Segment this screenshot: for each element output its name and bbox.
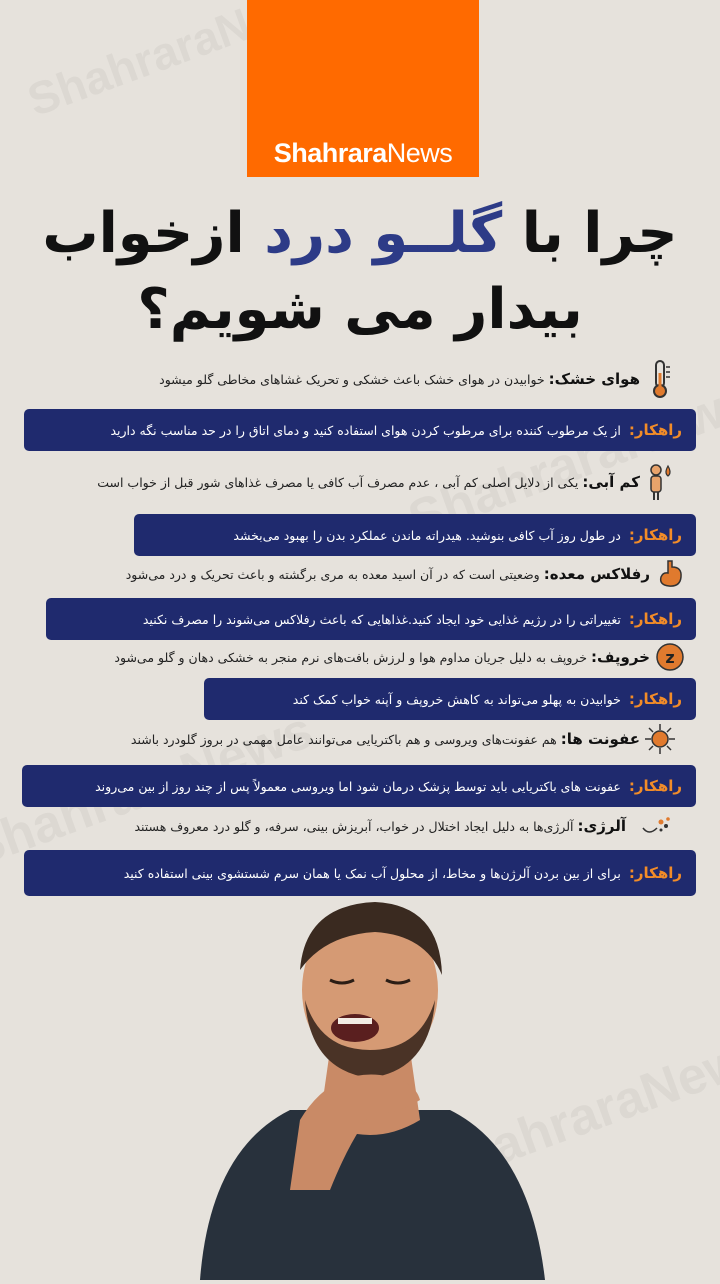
cause-row: [0, 465, 720, 499]
solution-text: برای از بین بردن آلرژن‌ها و مخاط، از محلول آب نمک یا همان سرم شستشوی بینی استفاده کنید: [123, 865, 621, 881]
solution-label: راهکار:: [628, 864, 682, 882]
cause-label: آلرژی:: [577, 817, 626, 835]
solution-label: راهکار:: [628, 421, 682, 439]
brand-logo: ShahraraNews: [247, 0, 479, 177]
cause-text: خروپف به دلیل جریان مداوم هوا و لرزش بافت‌های نرم منجر به خشکی دهان و گلو می‌شود: [114, 649, 588, 665]
cause-label: هوای خشک:: [548, 370, 640, 388]
svg-text:z: z: [665, 648, 675, 667]
solution-box: [24, 409, 696, 451]
solution-box: [22, 765, 696, 807]
cause-label: عفونت ها:: [560, 730, 640, 748]
cause-label: رفلاکس معده:: [543, 565, 650, 583]
virus-icon: [640, 719, 680, 759]
cause-row: [0, 640, 720, 674]
solution-text: تغییراتی را در رژیم غذایی خود ایجاد کنید.غذاهایی که باعث رفلاکس می‌شوند را مصرف نکنید: [142, 611, 621, 627]
solution-label: راهکار:: [628, 690, 682, 708]
cause-label: کم آبی:: [582, 473, 640, 491]
allergy-icon: [636, 806, 676, 846]
cause-row: [0, 557, 720, 591]
snore-icon: [650, 637, 690, 677]
cause-text: خوابیدن در هوای خشک باعث خشکی و تحریک غشاهای مخاطی گلو میشود: [159, 371, 545, 387]
solution-box: [46, 598, 696, 640]
solution-label: راهکار:: [628, 610, 682, 628]
dehydration-icon: [640, 462, 680, 502]
solution-text: خوابیدن به پهلو می‌تواند به کاهش خروپف و آپنه خواب کمک کند: [292, 691, 621, 707]
page-title-line2: بیدار می شویم؟: [137, 277, 583, 342]
solution-text: عفونت های باکتریایی باید توسط پزشک درمان شود اما ویروسی معمولاً پس از چند روز از بین می‌روند: [95, 778, 621, 794]
page-title-line1: چرا با گلــو درد ازخواب: [42, 201, 678, 266]
cause-row: [0, 809, 720, 843]
solution-box: [204, 678, 696, 720]
cause-label: خروپف:: [591, 648, 650, 666]
cause-row: [0, 722, 720, 756]
cause-text: آلرژی‌ها به دلیل ایجاد اختلال در خواب، آبریزش بینی، سرفه، و گلو درد معروف هستند: [134, 818, 574, 834]
solution-label: راهکار:: [628, 526, 682, 544]
solution-text: از یک مرطوب کننده برای مرطوب کردن هوای استفاده کنید و دمای اتاق را در حد مناسب نگه دارید: [110, 422, 621, 438]
cause-row: [0, 362, 720, 396]
solution-text: در طول روز آب کافی بنوشید. هیدراته ماندن عملکرد بدن را بهبود می‌بخشد: [233, 527, 621, 543]
stomach-icon: [650, 554, 690, 594]
solution-label: راهکار:: [628, 777, 682, 795]
cause-text: هم عفونت‌های ویروسی و هم باکتریایی می‌توانند عامل مهمی در بروز گلودرد باشند: [130, 731, 557, 747]
man-sore-throat-illustration: [180, 900, 560, 1280]
solution-box: [24, 850, 696, 896]
thermometer-icon: [640, 359, 680, 399]
solution-box: [134, 514, 696, 556]
cause-text: وضعیتی است که در آن اسید معده به مری برگشته و باعث تحریک و درد می‌شود: [125, 566, 540, 582]
cause-text: یکی از دلایل اصلی کم آبی ، عدم مصرف آب کافی یا مصرف غذاهای شور قبل از خواب است: [97, 474, 579, 490]
